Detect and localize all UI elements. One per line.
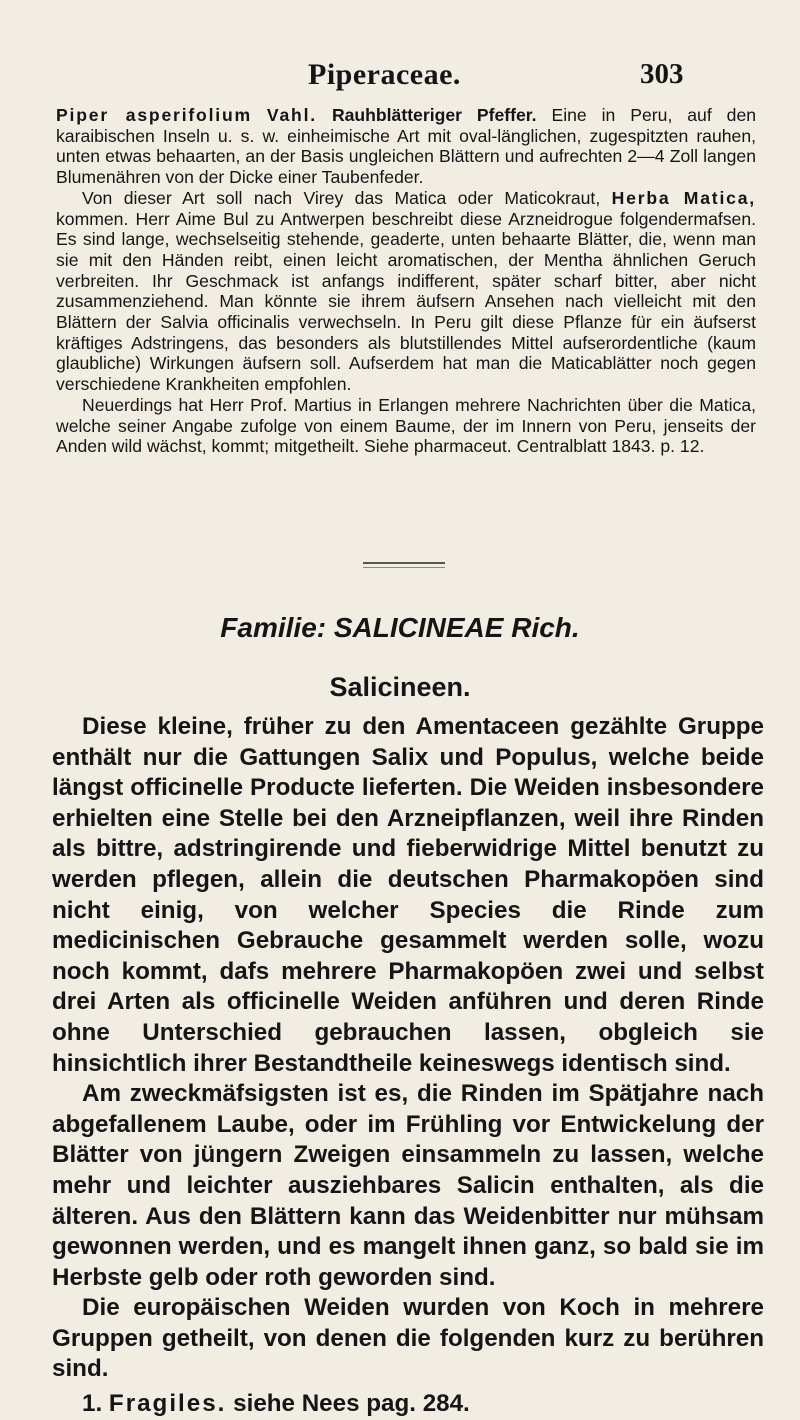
species-author: Vahl. (266, 105, 317, 125)
list-text: siehe Nees pag. 284. (233, 1390, 470, 1418)
page-title: Piperaceae. (308, 58, 461, 91)
list-item (52, 1389, 764, 1420)
species-description: Eine in Peru, auf den karaibischen Inseln u. s. w. einheimische Art mit oval-länglichen, zugespitzten rauhen, unten etwas behaarten, an der Basis ungleichen Blättern und aufrechten 2—4 Zoll langen Blumenähren von der Dicke einer Taubenfeder. (56, 105, 757, 188)
running-head (0, 58, 800, 98)
family-subheading: Salicineen. (329, 672, 471, 702)
list-term: Fragiles. (108, 1390, 227, 1418)
piper-asperifolium-entry (56, 105, 756, 188)
species-name: Piper asperifolium (56, 105, 252, 125)
piperaceae-text (56, 105, 756, 457)
matica-text: kommen. Herr Aime Bul zu Antwerpen beschreibt diese Arzneidrogue folgendermafsen. Es sind lange, wechselseitig stehende, geaderte, unten behaarte Blätter, die, wenn man sie mit den Händen reibt, einen leicht aromatischen, der Mentha ähnlichen Geruch verbreiten. Ihr Geschmack ist anfangs indifferent, später scharf bitter, aber nicht zusammenziehend. Man könnte sie ihrem äufsern Ansehen nach vielleicht mit den Blättern der Salvia officinalis verwechseln. In Peru gilt diese Pflanze für ein äufserst kräftiges Adstringens, das besonders als blutstillendes Mittel aufserordentliche (kaum glaubliche) Wirkungen äufsern soll. Aufserdem hat man die Maticablätter noch gegen verschiedene Krankheiten empfohlen. (56, 208, 756, 395)
matica-lead: Von dieser Art soll nach Virey das Matica oder Maticokraut, (82, 187, 601, 208)
martius-paragraph: Neuerdings hat Herr Prof. Martius in Erlangen mehrere Nachrichten über die Matica, welche seiner Angabe zufolge von einem Baume, der im Innern von Peru, jenseits der Anden wild wächst, kommt; mitgetheilt. Siehe pharmaceut. Centralblatt 1843. p. 12. (56, 394, 756, 457)
page-number: 303 (640, 58, 684, 90)
paragraph: Am zweckmäfsigsten ist es, die Rinden im Spätjahre nach abgefallenem Laube, oder im Frühling vor Entwickelung der Blätter von jüngern Zweigen einsammeln zu lassen, welche mehr und leichter ausziehbares Salicin enthalten, als die älteren. Aus den Blättern kann das Weidenbitter nur mühsam gewonnen werden, und es mangelt ihnen ganz, so bald sie im Herbste gelb oder roth geworden sind. (52, 1080, 764, 1291)
section-divider (363, 562, 445, 568)
matica-term: Herba Matica, (611, 187, 756, 208)
paragraph: Die europäischen Weiden wurden von Koch in mehrere Gruppen getheilt, von denen die folgenden kurz zu berühren sind. (52, 1294, 764, 1383)
species-common-name: Rauhblätteriger Pfeffer. (331, 105, 537, 125)
matica-paragraph (56, 188, 756, 395)
paragraph: Diese kleine, früher zu den Amentaceen gezählte Gruppe enthält nur die Gattungen Salix und Populus, welche beide längst officinelle Producte lieferten. Die Weiden insbesondere erhielten eine Stelle bei den Arzneipflanzen, weil ihre Rinden als bittre, adstringirende und fieberwidrige Mittel benutzt zu werden pflegen, allein die deutschen Pharmakopöen sind nicht einig, von welcher Species die Rinde zum medicinischen Gebrauche gesammelt werden solle, wozu noch kommt, dafs mehrere Pharmakopöen zwei und selbst drei Arten als officinelle Weiden anführen und deren Rinde ohne Unterschied gebrauchen lassen, obgleich sie hinsichtlich ihrer Bestandtheile keineswegs identisch sind. (52, 713, 764, 1077)
list-number: 1. (82, 1390, 103, 1418)
salicineen-text (52, 712, 764, 1420)
family-heading: Familie: SALICINEAE Rich. (220, 612, 580, 643)
